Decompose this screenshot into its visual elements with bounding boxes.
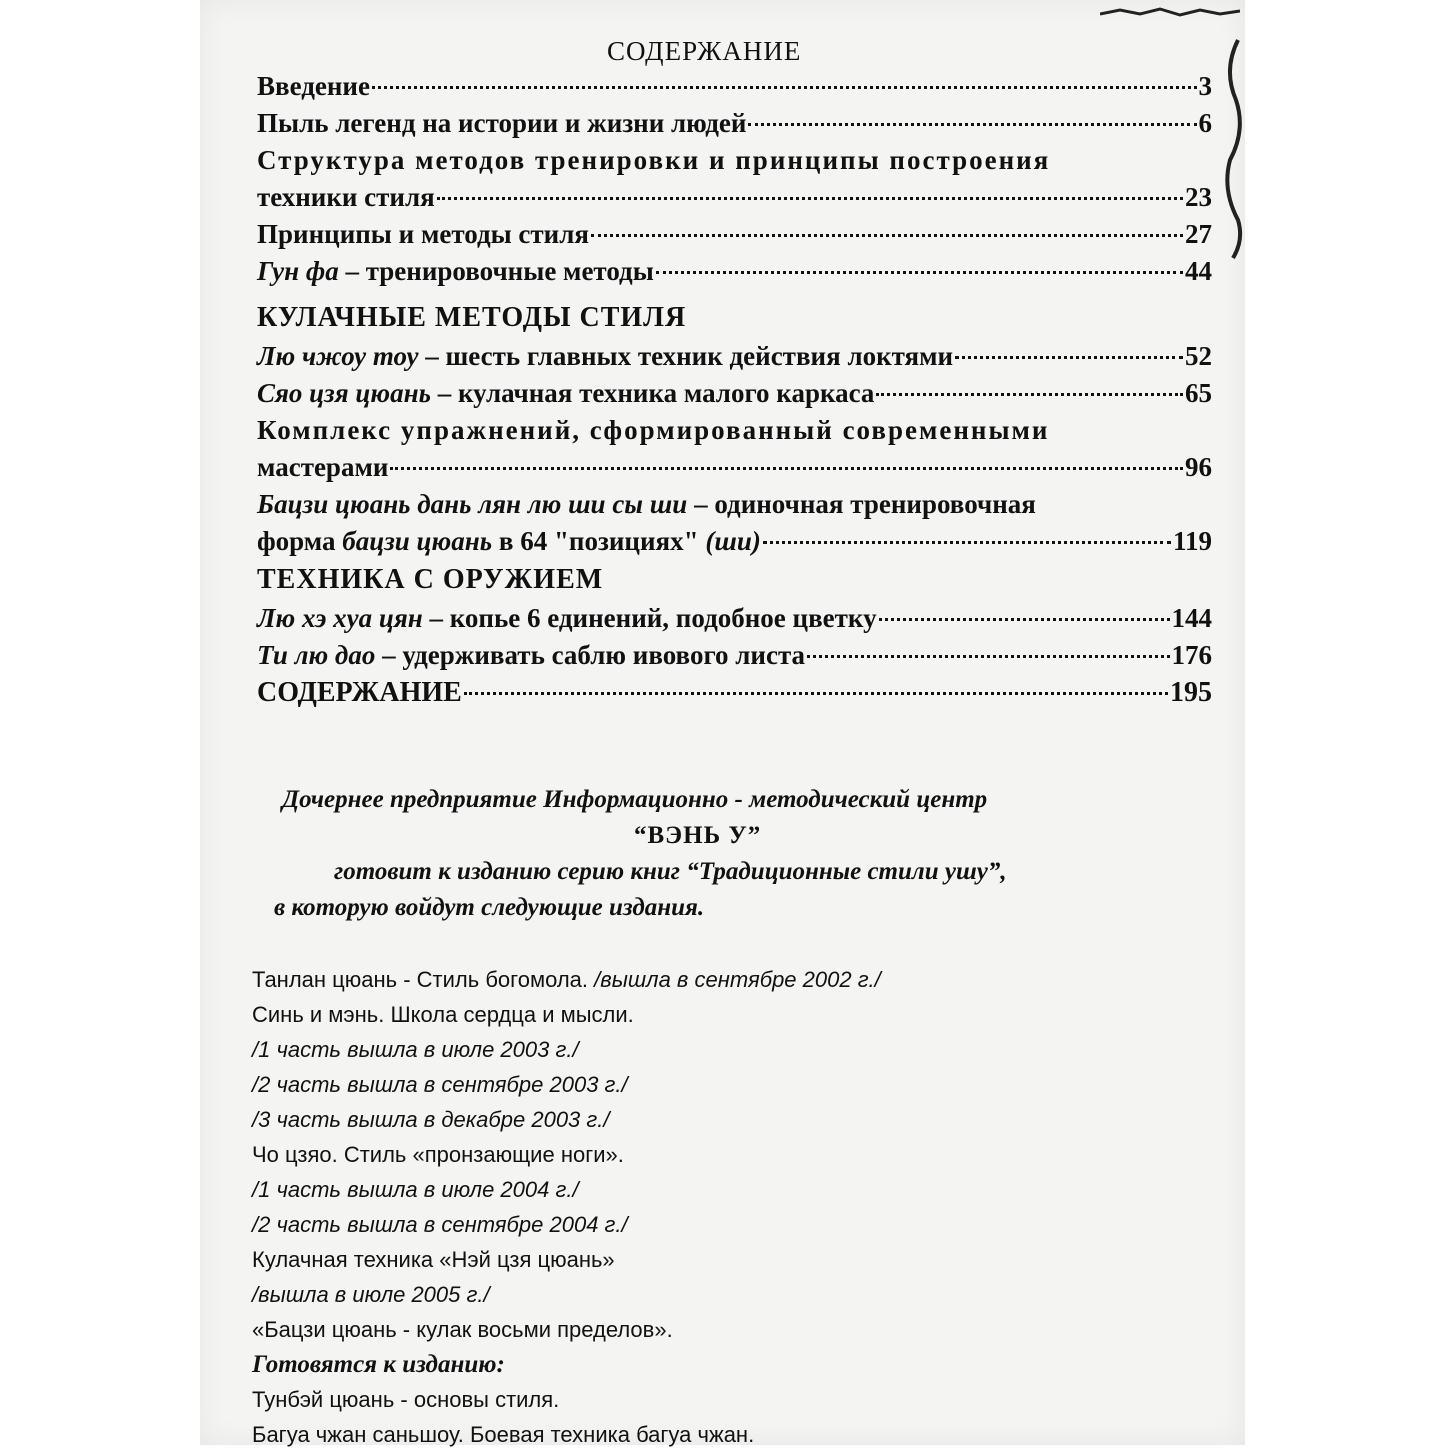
list-item: Багуа чжан саньшоу. Боевая техника багуа чжан. <box>252 1422 755 1447</box>
list-item: Танлан цюань - Стиль богомола. /вышла в сентябре 2002 г./ <box>252 967 881 992</box>
toc-entry-line1[interactable]: Бацзи цюань дань лян лю ши сы ши – одиночная тренировочная <box>257 489 1036 519</box>
ornament-top <box>1100 4 1240 22</box>
ornament-right <box>1218 30 1248 260</box>
toc-entry[interactable]: Гун фа – тренировочные методы 44 <box>257 253 1212 290</box>
page-number: 119 <box>1172 526 1212 556</box>
page-number: 176 <box>1171 640 1212 670</box>
toc-entry[interactable]: мастерами 96 <box>257 449 1212 486</box>
list-item: Кулачная техника «Нэй цзя цюань» <box>252 1247 615 1272</box>
list-item: Синь и мэнь. Школа сердца и мысли. <box>252 1002 634 1027</box>
list-item: /3 часть вышла в декабре 2003 г./ <box>252 1107 610 1132</box>
toc-entry[interactable]: техники стиля 23 <box>257 179 1212 216</box>
toc-entry[interactable]: Лю чжоу тоу – шесть главных техник действия локтями 52 <box>257 338 1212 375</box>
toc-entry[interactable]: Введение 3 <box>257 68 1212 105</box>
list-item: Тунбэй цюань - основы стиля. <box>252 1387 560 1412</box>
page-number: 6 <box>1198 108 1212 138</box>
publisher-line: в которую войдут следующие издания. <box>274 894 705 921</box>
upcoming-heading: Готовятся к изданию: <box>252 1351 505 1378</box>
list-item: Чо цзяо. Стиль «пронзающие ноги». <box>252 1142 624 1167</box>
toc-entry[interactable]: Лю хэ хуа цян – копье 6 единений, подобное цветку 144 <box>257 600 1212 637</box>
toc-entry[interactable]: Пыль легенд на истории и жизни людей 6 <box>257 105 1212 142</box>
page-number: 27 <box>1185 219 1212 249</box>
page-number: 96 <box>1185 452 1212 482</box>
list-item: /вышла в июле 2005 г./ <box>252 1282 490 1307</box>
page-number: 52 <box>1185 341 1212 371</box>
page-number: 144 <box>1171 603 1212 633</box>
toc-entry[interactable]: Сяо цзя цюань – кулачная техника малого каркаса 65 <box>257 375 1212 412</box>
book-list <box>252 962 1232 1452</box>
list-item: «Бацзи цюань - кулак восьми пределов». <box>252 1317 673 1342</box>
section-heading: КУЛАЧНЫЕ МЕТОДЫ СТИЛЯ <box>257 302 687 333</box>
toc-entry[interactable]: Ти лю дао – удерживать саблю ивового листа 176 <box>257 637 1212 674</box>
list-item: /1 часть вышла в июле 2003 г./ <box>252 1037 579 1062</box>
list-item: /2 часть вышла в сентябре 2003 г./ <box>252 1072 628 1097</box>
publisher-line: Дочернее предприятие Информационно - методический центр <box>282 786 988 813</box>
toc-entry[interactable]: форма бацзи цюань в 64 "позициях" (ши) 119 <box>257 523 1212 560</box>
section-heading: ТЕХНИКА С ОРУЖИЕМ <box>257 564 604 595</box>
page-number: 23 <box>1185 182 1212 212</box>
toc-entry[interactable]: СОДЕРЖАНИЕ 195 <box>257 674 1212 711</box>
toc-entry[interactable]: Принципы и методы стиля 27 <box>257 216 1212 253</box>
toc-title: СОДЕРЖАНИЕ <box>607 36 802 66</box>
page-number: 195 <box>1170 677 1212 708</box>
page-number: 65 <box>1185 378 1212 408</box>
table-of-contents <box>257 68 1212 711</box>
publisher-line: готовит к изданию серию книг “Традиционные стили ушу”, <box>334 858 1007 885</box>
toc-entry-line1[interactable]: Комплекс упражнений, сформированный современными <box>257 415 1050 445</box>
page-number: 3 <box>1198 71 1212 101</box>
publisher-name: “ВЭНЬ У” <box>634 822 762 849</box>
page-number: 44 <box>1185 256 1212 286</box>
list-item: /2 часть вышла в сентябре 2004 г./ <box>252 1212 628 1237</box>
toc-entry-line1[interactable]: Структура методов тренировки и принципы построения <box>257 145 1051 175</box>
publisher-notice <box>250 782 1230 926</box>
list-item: /1 часть вышла в июле 2004 г./ <box>252 1177 579 1202</box>
